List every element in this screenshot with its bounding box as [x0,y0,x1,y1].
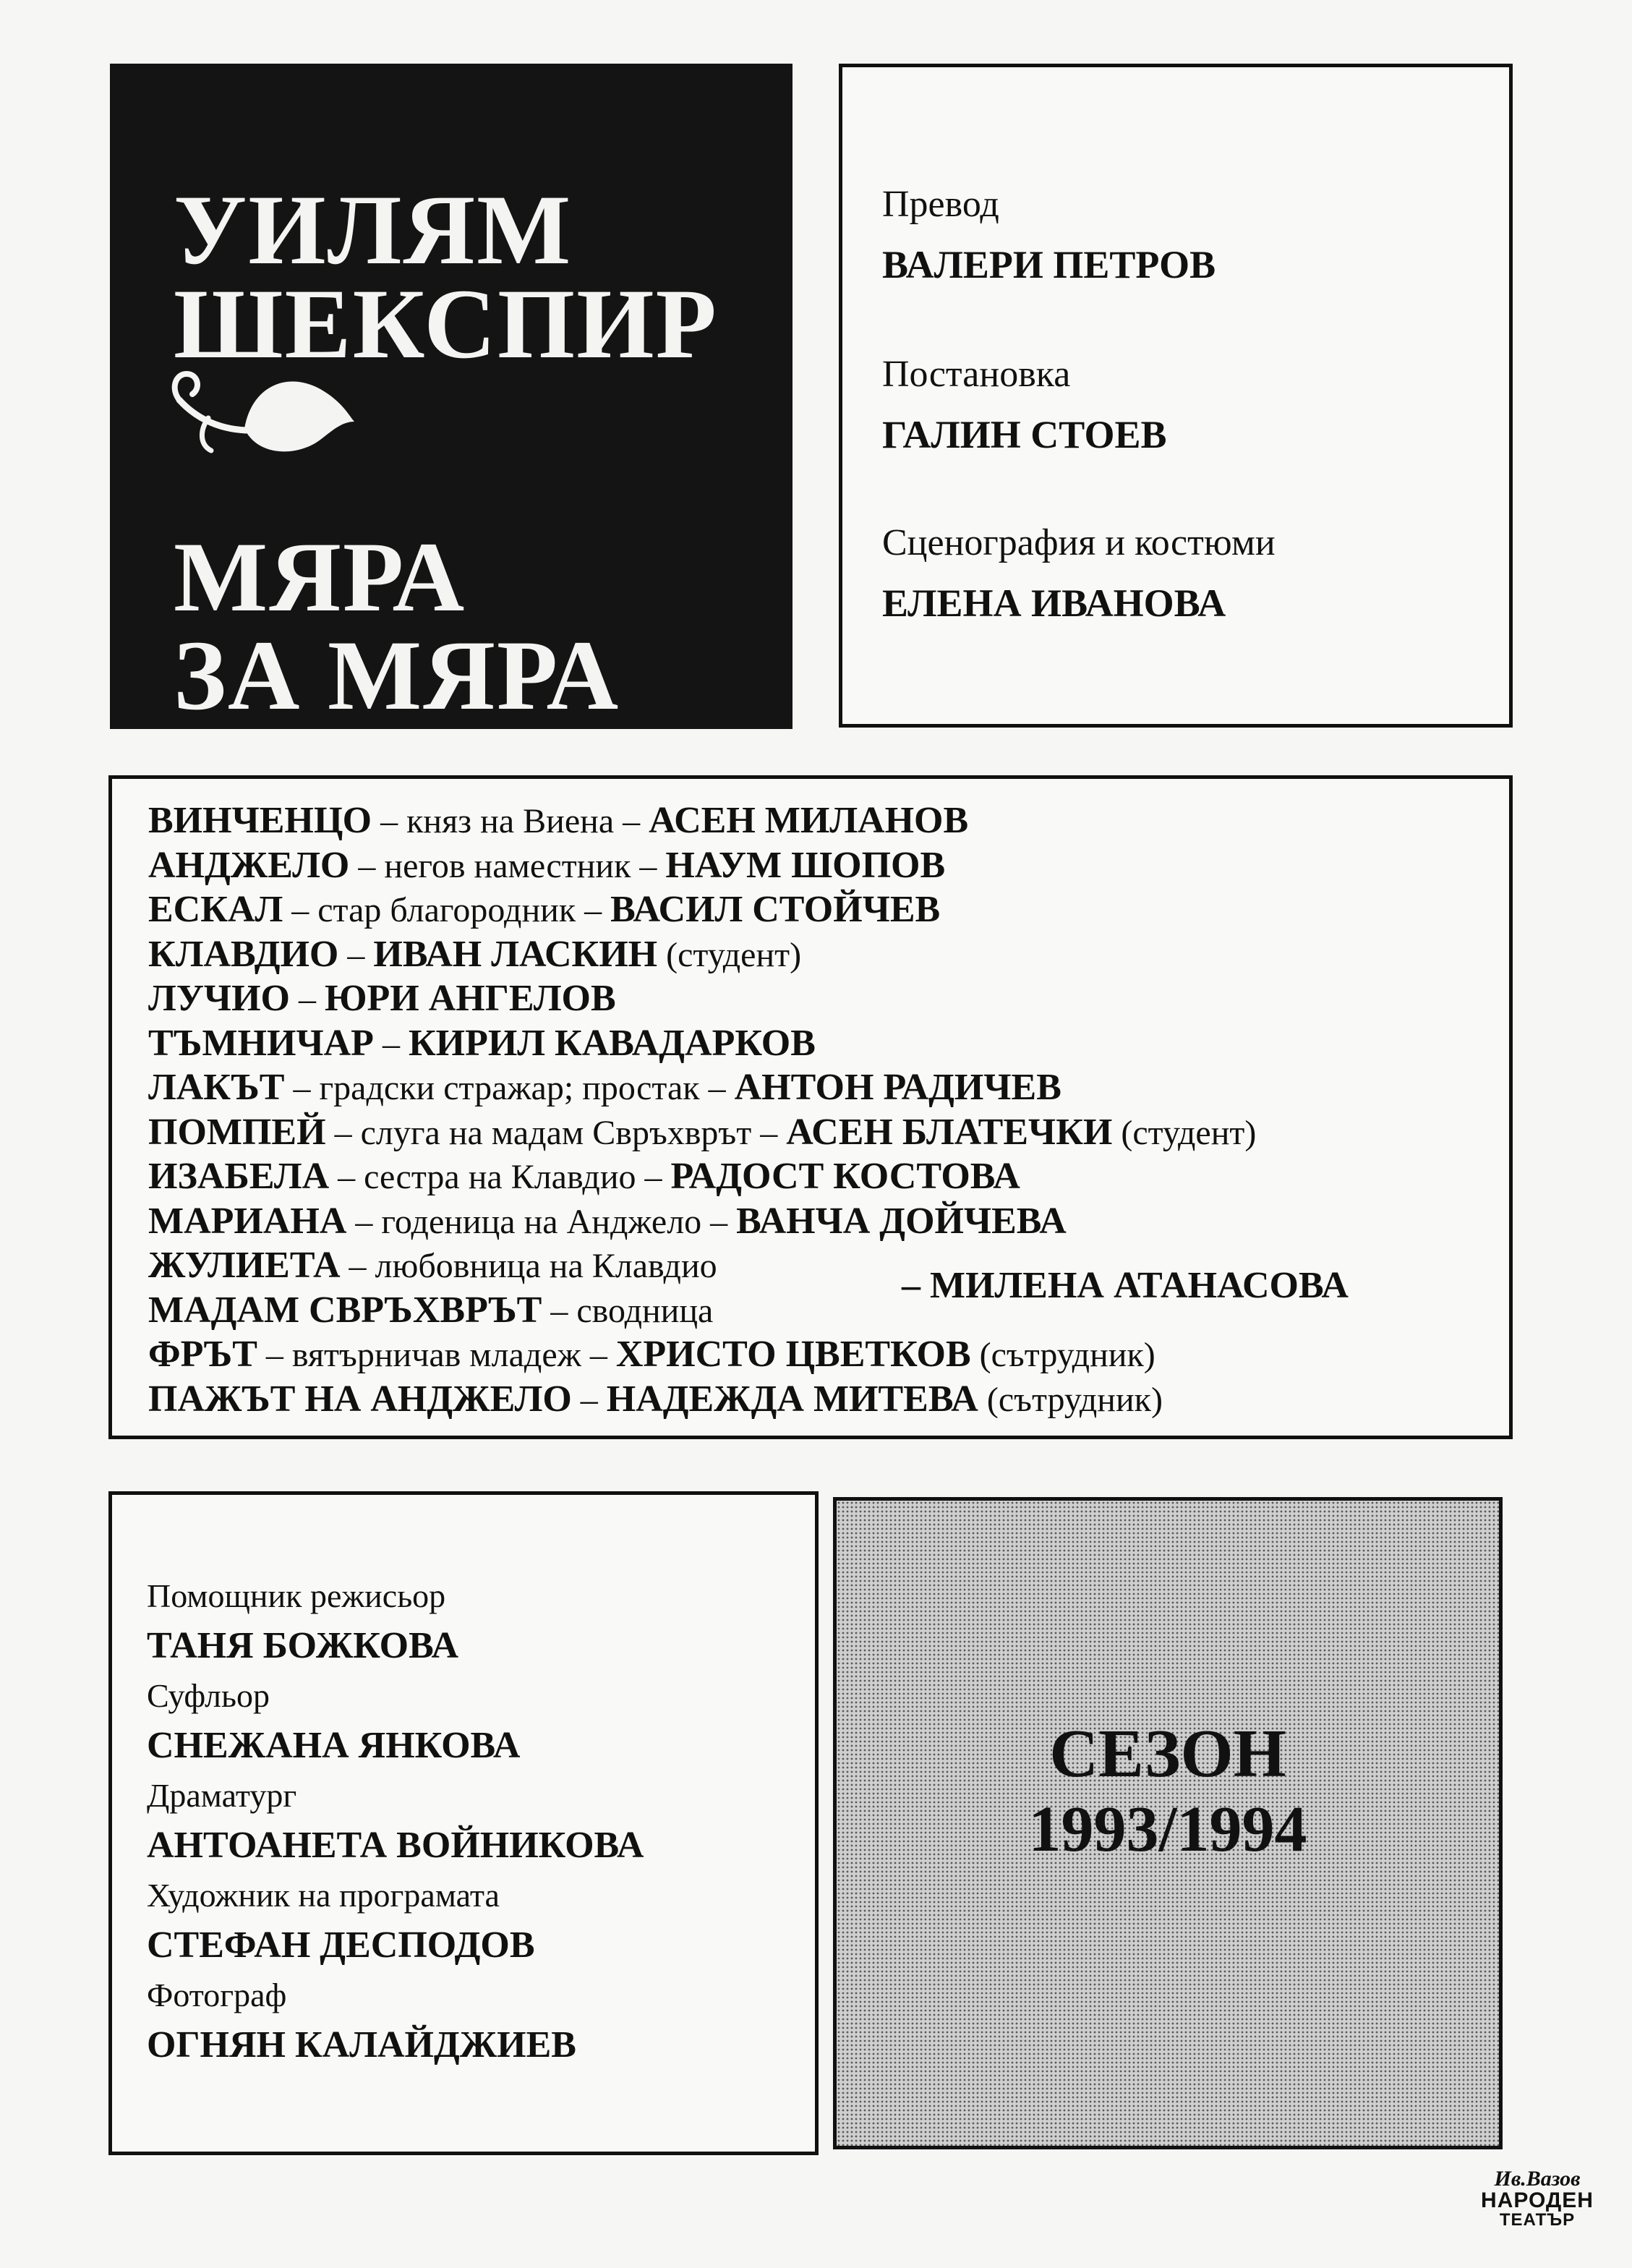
cast-description: – сестра на Клавдио – [329,1158,671,1196]
cast-description: – годеница на Анджело – [346,1202,737,1241]
cast-line [148,977,1256,1022]
season-years: 1993/1994 [1028,1794,1307,1865]
play-title-line2: ЗА МЯРА [174,620,620,730]
cast-description: – [373,1024,409,1063]
cast-description: – [289,980,325,1018]
cast-line [148,1244,1349,1306]
staff-role: Суфльор [147,1677,270,1714]
cast-line [148,1333,1256,1378]
cast-description: – вятърничав младеж – [257,1336,616,1374]
cast-line [148,888,1256,933]
cast-character: ЛАКЪТ [148,1067,285,1108]
cast-character: ВИНЧЕНЦО [148,800,372,841]
cast-actor: РАДОСТ КОСТОВА [670,1156,1020,1197]
logo-script: Ив.Вазов [1494,2167,1581,2191]
leaf-ornament-icon [165,349,360,465]
cast-actor: ВАНЧА ДОЙЧЕВА [736,1200,1067,1242]
logo-line2: ТЕАТЪР [1499,2210,1576,2230]
cast-line [148,933,1256,978]
staff-list [147,1574,644,2073]
cast-actor: ВАСИЛ СТОЙЧЕВ [610,889,941,930]
cast-description: – княз на Виена – [372,802,649,840]
author-first-name: УИЛЯМ [174,174,573,285]
theatre-logo [1472,2168,1602,2255]
staff-name: АНТОАНЕТА ВОЙНИКОВА [147,1825,644,1866]
logo-line1: НАРОДЕН [1481,2188,1594,2212]
cast-actor: ЮРИ АНГЕЛОВ [324,978,616,1019]
cast-description: – сводница [542,1291,714,1330]
cast-actor: ХРИСТО ЦВЕТКОВ [615,1334,971,1375]
cast-actor: НАУМ ШОПОВ [665,844,946,886]
cast-character: ИЗАБЕЛА [148,1156,330,1197]
staff-role: Помощник режисьор [147,1577,446,1614]
credits-block [839,64,1513,728]
cast-actor: АНТОН РАДИЧЕВ [734,1067,1061,1108]
cast-actor: АСЕН МИЛАНОВ [649,800,969,841]
cast-note: (студент) [657,935,802,974]
credit-role: Сценография и костюми [882,522,1276,563]
play-title-line1: МЯРА [174,521,466,632]
credit-role: Превод [882,184,999,225]
credit-person: ГАЛИН СТОЕВ [882,413,1167,456]
cast-list [148,799,1349,1422]
cast-description: – градски стражар; простак – [284,1069,735,1107]
cast-actor: АСЕН БЛАТЕЧКИ [786,1111,1113,1153]
cast-character: ТЪМНИЧАР [148,1022,374,1064]
credit-person: ЕЛЕНА ИВАНОВА [882,581,1226,625]
cast-character: ПОМПЕЙ [148,1111,326,1153]
cast-description: – [338,935,374,974]
cast-line [148,844,1256,889]
staff-role: Драматург [147,1777,297,1814]
cast-line [148,1378,1256,1423]
staff-block [108,1491,819,2155]
cast-line [148,1155,1256,1200]
cast-note: (студент) [1112,1113,1257,1152]
season-block [833,1497,1503,2149]
cast-description: – негов наместник – [349,846,666,885]
staff-name: СТЕФАН ДЕСПОДОВ [147,1924,535,1966]
credit-role: Постановка [882,354,1071,395]
cast-line [148,799,1256,844]
cast-character: ЖУЛИЕТА [148,1245,341,1286]
cast-character: ПАЖЪТ НА АНДЖЕЛО [148,1378,572,1420]
credit-scenography [882,521,1276,626]
credit-translation [882,183,1216,287]
cast-character: МАРИАНА [148,1200,347,1242]
title-block [110,64,792,729]
cast-actor: ИВАН ЛАСКИН [373,933,658,975]
cast-note: (сътрудник) [970,1336,1155,1374]
staff-role: Художник на програмата [147,1877,500,1914]
cast-character: ФРЪТ [148,1334,257,1375]
author-last-name: ШЕКСПИР [174,268,718,379]
cast-character: АНДЖЕЛО [148,844,350,886]
cast-line [148,1022,1256,1067]
staff-name: ОГНЯН КАЛАЙДЖИЕВ [147,2024,576,2066]
cast-line [148,1200,1256,1245]
cast-description: – слуга на мадам Свръхврът – [325,1113,787,1152]
credit-direction [882,353,1167,457]
cast-note: (сътрудник) [978,1380,1163,1419]
staff-role: Фотограф [147,1977,287,2013]
staff-name: ТАНЯ БОЖКОВА [147,1625,459,1666]
shared-actor: – МИЛЕНА АТАНАСОВА [902,1265,1349,1306]
cast-description: – [571,1380,607,1419]
cast-line [148,1066,1256,1111]
staff-name: СНЕЖАНА ЯНКОВА [147,1725,521,1766]
cast-actor: КИРИЛ КАВАДАРКОВ [408,1022,816,1064]
credit-person: ВАЛЕРИ ПЕТРОВ [882,243,1216,286]
cast-character: ЛУЧИО [148,978,290,1019]
cast-line [148,1111,1256,1156]
cast-actor: НАДЕЖДА МИТЕВА [606,1378,978,1420]
cast-character: КЛАВДИО [148,933,339,975]
cast-character: МАДАМ СВРЪХВРЪТ [148,1289,542,1331]
cast-description: – любовница на Клавдио [340,1247,717,1285]
cast-block [108,775,1513,1439]
cast-character: ЕСКАЛ [148,889,283,930]
season-label: СЕЗОН [1049,1716,1286,1791]
cast-description: – стар благородник – [283,891,611,929]
